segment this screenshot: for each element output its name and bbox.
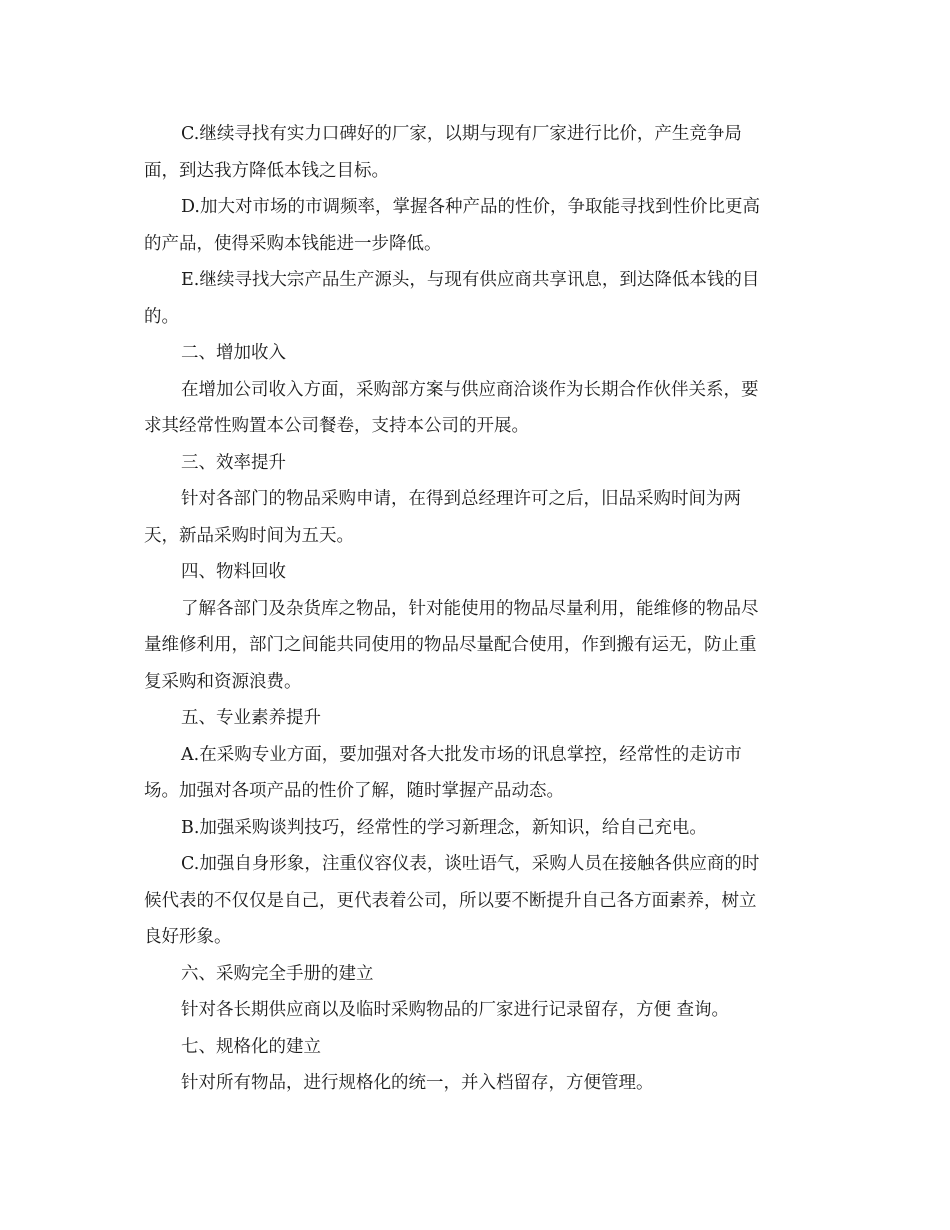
- text-line: 七、规格化的建立: [181, 1036, 321, 1057]
- text-line: 针对所有物品，进行规格化的统一，并入档留存，方便管理。: [181, 1073, 654, 1093]
- document-body: [144, 116, 808, 1102]
- text-line: 的产品，使得采购本钱能进一步降低。: [144, 233, 442, 254]
- text-line: 面，到达我方降低本钱之目标。: [144, 160, 389, 181]
- text-line: 场。加强对各项产品的性价了解，随时掌握产品动态。: [144, 781, 564, 801]
- text-line: 量维修利用，部门之间能共同使用的物品尽量配合使用，作到搬有运无，防止重: [144, 635, 757, 655]
- text-line: 的。: [144, 306, 179, 327]
- text-line: 了解各部门及杂货库之物品，针对能使用的物品尽量利用，能维修的物品尽: [181, 598, 759, 619]
- text-line: 在增加公司收入方面，采购部方案与供应商洽谈作为长期合作伙伴关系，要: [181, 379, 759, 400]
- text-line: E.继续寻找大宗产品生产源头，与现有供应商共享讯息，到达降低本钱的目: [181, 270, 760, 290]
- text-line: 天，新品采购时间为五天。: [144, 525, 354, 546]
- text-line: C.加强自身形象，注重仪容仪表，谈吐语气，采购人员在接触各供应商的时: [181, 854, 760, 874]
- text-line: 针对各部门的物品采购申请，在得到总经理许可之后，旧品采购时间为两: [181, 489, 741, 509]
- text-line: 复采购和资源浪费。: [144, 671, 302, 692]
- text-line: 候代表的不仅仅是自己，更代表着公司，所以要不断提升自己各方面素养，树立: [144, 890, 757, 911]
- text-line: 针对各长期供应商以及临时采购物品的厂家进行记录留存，方便 查询。: [181, 1000, 730, 1020]
- text-line: 五、专业素养提升: [181, 708, 321, 728]
- text-line: 三、效率提升: [181, 452, 286, 473]
- text-line: 求其经常性购置本公司餐卷，支持本公司的开展。: [144, 416, 529, 436]
- text-line: 四、物料回收: [181, 562, 286, 582]
- text-line: 六、采购完全手册的建立: [181, 963, 374, 984]
- text-line: 二、增加收入: [181, 343, 286, 363]
- text-line: A.在采购专业方面，要加强对各大批发市场的讯息掌控，经常性的走访市: [181, 744, 742, 765]
- text-line: C.继续寻找有实力口碑好的厂家，以期与现有厂家进行比价，产生竞争局: [181, 124, 742, 144]
- text-line: 良好形象。: [144, 927, 232, 947]
- text-line: B.加强采购谈判技巧，经常性的学习新理念，新知识，给自己充电。: [181, 817, 707, 838]
- text-line: D.加大对市场的市调频率，掌握各种产品的性价，争取能寻找到性价比更高: [181, 197, 760, 217]
